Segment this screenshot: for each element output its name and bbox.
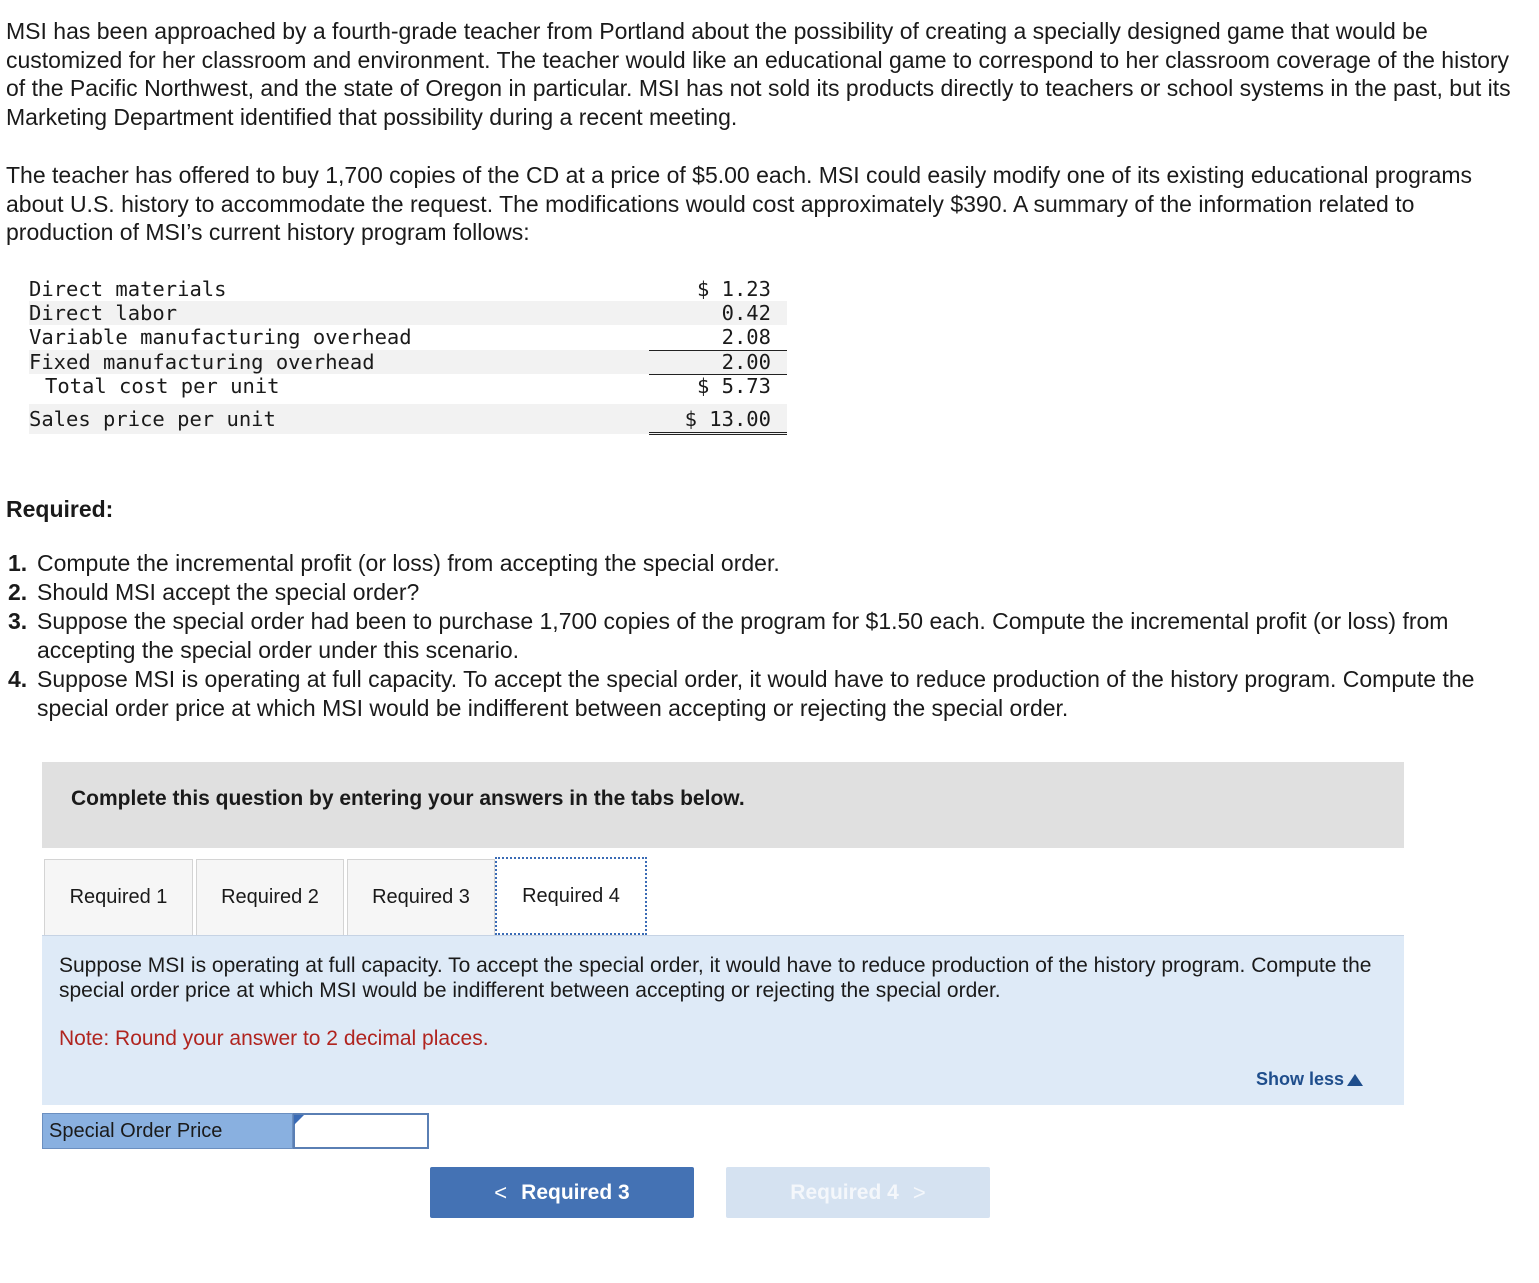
show-less-label: Show less [1255, 1069, 1344, 1089]
tab-required-2[interactable]: Required 2 [196, 859, 344, 935]
row-value: $ 13.00 [684, 406, 771, 431]
row-value-double-underlined [649, 404, 787, 435]
row-value-underlined [649, 349, 787, 374]
row-label: Fixed manufacturing overhead [29, 349, 375, 374]
tab-required-4[interactable]: Required 4 [495, 857, 647, 935]
intro-paragraph-1: MSI has been approached by a fourth-grade teacher from Portland about the possibility of creating a specially designed game that would be customized for her classroom and environment. The teacher would like an educational game to correspond to her classroom coverage of the history of the Pacific Northwest, and the state of Oregon in particular. MSI has not sold its products directly to teachers or school systems in the past, but its Marketing Department identified that possibility during a recent meeting. [6, 18, 1511, 130]
next-button-label: Required 4 [790, 1180, 899, 1204]
row-value: $ 1.23 [696, 277, 771, 301]
tab-required-3[interactable]: Required 3 [347, 859, 495, 935]
row-label: Total cost per unit [45, 373, 280, 398]
row-value: 2.08 [721, 325, 771, 350]
tab-required-1[interactable]: Required 1 [44, 859, 193, 935]
required-heading: Required: [6, 496, 114, 522]
intro-paragraph-2: The teacher has offered to buy 1,700 copies of the CD at a price of $5.00 each. MSI could easily modify one of its existing educational programs about U.S. history to accommodate the request. The modifications would cost approximately $390. A summary of the information related to production of MSI’s current history program follows: [6, 162, 1473, 245]
row-label: Direct materials [29, 277, 227, 301]
row-label: Variable manufacturing overhead [29, 325, 412, 350]
panel-question-text: Suppose MSI is operating at full capacity. To accept the special order, it would have to reduce production of the history program. Compute the special order price at which MSI would be indifferent between accepting or rejecting the special order. [59, 954, 1372, 1002]
previous-required-3-button[interactable] [430, 1167, 694, 1218]
table-row-total [29, 374, 787, 398]
item-number: 2. [8, 579, 28, 605]
list-item [8, 665, 1508, 723]
list-item [8, 578, 1508, 607]
table-row-sales-price [29, 404, 787, 434]
table-row [29, 301, 787, 325]
triangle-up-icon [1347, 1074, 1363, 1086]
special-order-price-input[interactable] [293, 1113, 429, 1149]
item-text: Compute the incremental profit (or loss) from accepting the special order. [37, 550, 780, 576]
item-text: Suppose the special order had been to purchase 1,700 copies of the program for $1.50 each. Compute the incremental profit (or loss) from accepting the special order under this scenario. [37, 608, 1449, 663]
next-required-4-button[interactable] [726, 1167, 990, 1218]
row-value: 0.42 [721, 301, 771, 326]
previous-button-label: Required 3 [521, 1180, 630, 1204]
row-label: Sales price per unit [29, 406, 276, 431]
item-number: 4. [8, 666, 28, 692]
cost-summary-table [29, 277, 787, 434]
table-row [29, 325, 787, 349]
rounding-note: Note: Round your answer to 2 decimal places. [59, 1027, 489, 1050]
list-item [8, 549, 1508, 578]
instructions-text: Complete this question by entering your answers in the tabs below. [71, 787, 745, 810]
row-value: $ 5.73 [696, 373, 771, 398]
item-text: Suppose MSI is operating at full capacity. To accept the special order, it would have to reduce production of the history program. Compute the special order price at which MSI would be indifferent between accepting or rejecting the special order. [37, 666, 1475, 721]
tab-panel-required-4 [42, 935, 1404, 1105]
table-row [29, 350, 787, 374]
required-list [8, 549, 1508, 723]
list-item [8, 607, 1508, 665]
show-less-toggle[interactable] [1256, 1069, 1363, 1090]
instructions-banner [42, 762, 1404, 848]
item-number: 3. [8, 608, 28, 634]
item-text: Should MSI accept the special order? [37, 579, 420, 605]
row-value-underlined [649, 373, 787, 398]
chevron-right-icon: > [912, 1179, 926, 1205]
item-number: 1. [8, 550, 28, 576]
table-row [29, 277, 787, 301]
row-value: 2.00 [721, 349, 771, 374]
special-order-price-label: Special Order Price [42, 1113, 293, 1149]
chevron-left-icon: < [494, 1179, 508, 1205]
row-label: Direct labor [29, 301, 178, 326]
